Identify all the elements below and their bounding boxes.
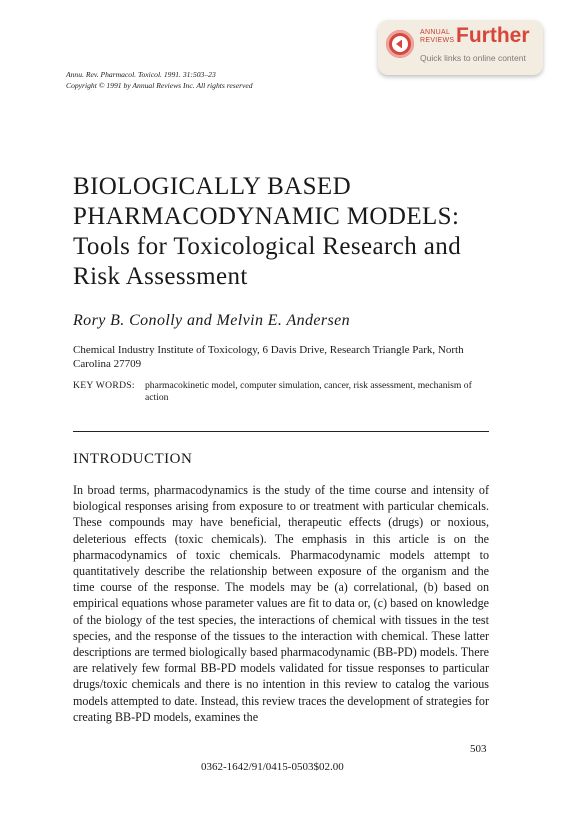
badge-further-label: Further	[456, 24, 530, 47]
section-heading: INTRODUCTION	[73, 451, 193, 467]
title-line: Risk Assessment	[73, 263, 248, 290]
article-title	[73, 172, 461, 292]
title-line: BIOLOGICALLY BASED	[73, 173, 352, 200]
affiliation: Chemical Industry Institute of Toxicology, 6 Davis Drive, Research Triangle Park, North Carolina 27709	[73, 344, 464, 370]
body-paragraph: In broad terms, pharmacodynamics is the study of the time course and intensity of biological responses arising from exposure to or treatment with particular chemicals. These compounds may have beneficial, therapeutic effects (drugs) or noxious, deleterious effects (toxic chemicals). The emphasis in this article is on the pharmacodynamics of toxic chemicals. Pharmacodynamic models attempt to quantitatively describe the relationship between exposure of the organism and the time course of the response. The models may be (a) correlational, (b) based on empirical equations whose parameter values are fit to data or, (c) based on knowledge of the biology of the test species, the interactions of chemical with tissues in the test species, and the response of the tissues to the interaction with chemical. These latter descriptions are termed biologically based pharmacodynamic (BB-PD) models. There are relatively few formal BB-PD models validated for tissue responses to particular drugs/toxic chemicals and there is no intention in this review to catalog the various models attempted to date. Instead, this review traces the development of strategies for creating BB-PD models, examines the	[73, 483, 489, 724]
title-line: PHARMACODYNAMIC MODELS:	[73, 203, 460, 230]
divider	[73, 431, 489, 432]
page-number: 503	[470, 743, 487, 755]
footer-code: 0362-1642/91/0415-0503$02.00	[201, 761, 344, 773]
badge-subtitle: Quick links to online content	[420, 53, 526, 63]
keywords-text: pharmacokinetic model, computer simulation, cancer, risk assessment, mechanism of action	[145, 380, 472, 403]
title-line: Tools for Toxicological Research and	[73, 233, 462, 260]
journal-copyright: Copyright © 1991 by Annual Reviews Inc. All rights reserved	[66, 80, 253, 90]
journal-header	[66, 70, 253, 91]
badge-reviews-label: REVIEWS	[420, 37, 455, 44]
journal-citation: Annu. Rev. Pharmacol. Toxicol. 1991. 31:503–23	[66, 70, 216, 79]
keywords-label: KEY WORDS:	[73, 380, 135, 391]
annual-reviews-further-badge[interactable]	[378, 20, 543, 75]
arrow-left-icon	[386, 30, 414, 58]
authors: Rory B. Conolly and Melvin E. Andersen	[73, 312, 351, 329]
badge-annual-label: ANNUAL	[420, 29, 451, 36]
